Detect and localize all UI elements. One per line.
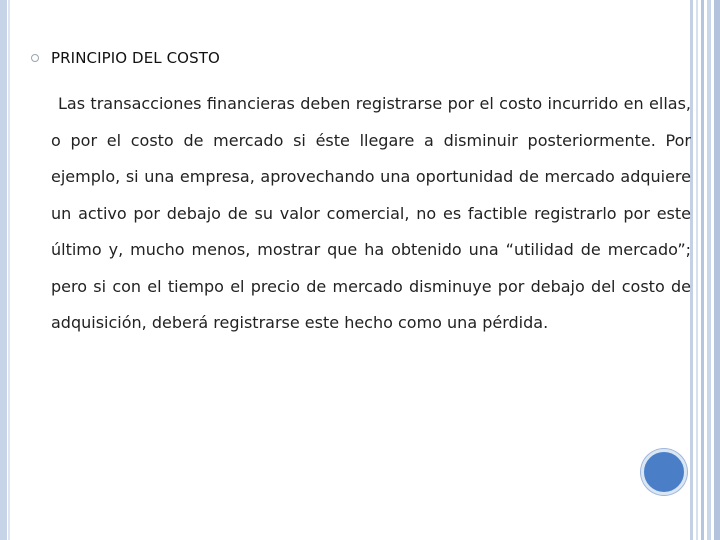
right-border-decoration [690, 0, 720, 540]
border-line [696, 0, 698, 540]
circle-decoration-icon [641, 449, 687, 495]
border-line [714, 0, 720, 540]
bullet-icon [31, 54, 39, 62]
slide-heading: PRINCIPIO DEL COSTO [51, 49, 220, 67]
left-border-decoration [0, 0, 7, 540]
border-line [701, 0, 704, 540]
border-line [707, 0, 711, 540]
slide-paragraph: Las transacciones financieras deben registrarse por el costo incurrido en ellas, o por el costo de mercado si éste llegare a disminuir posteriormente. Por ejemplo, si una empresa, aprovechando una oportunidad de mercado adquiere un activo por debajo de su valor comercial, no es factible registrarlo por este último y, mucho menos, mostrar que ha obtenido una “utilidad de mercado”; pero si con el tiempo el precio de mercado disminuye por debajo del costo de adquisición, deberá registrarse este hecho como una pérdida. [51, 94, 691, 332]
